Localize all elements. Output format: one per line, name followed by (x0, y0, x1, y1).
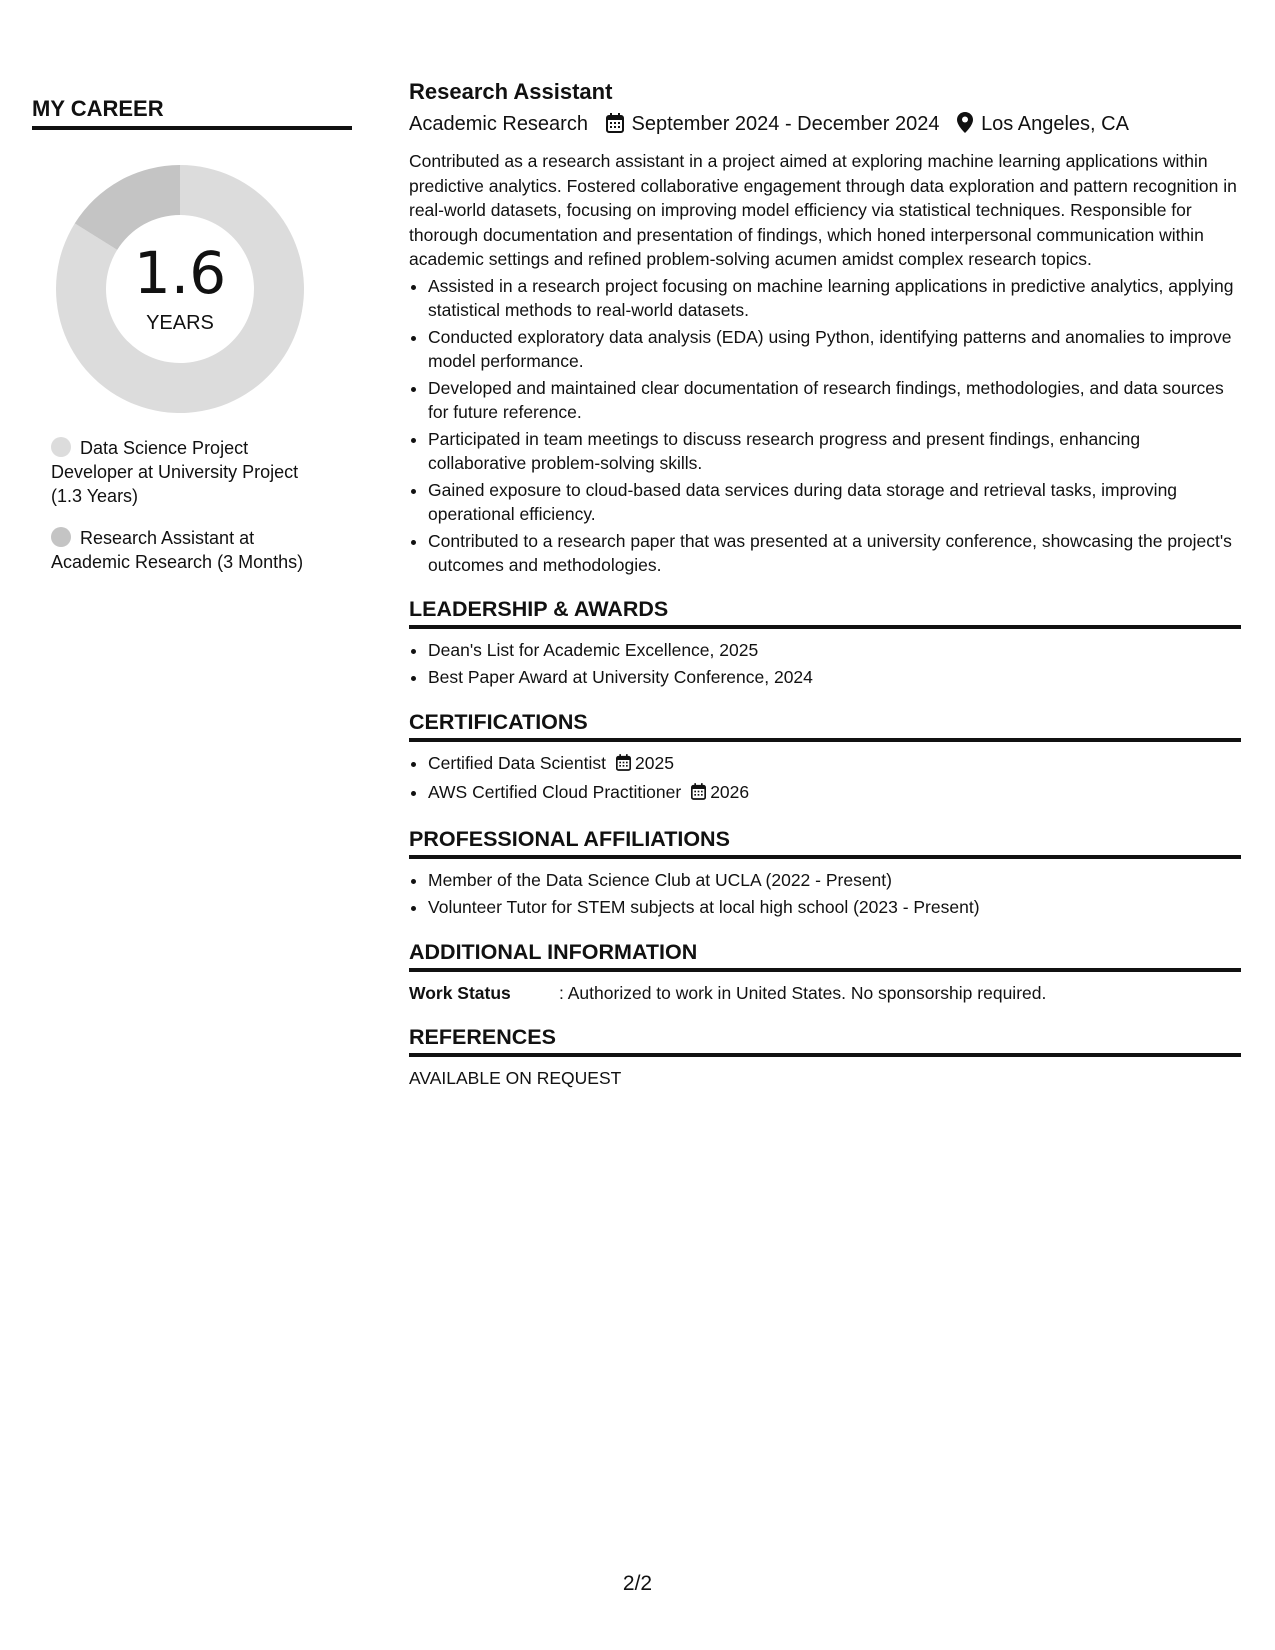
total-years-unit: YEARS (146, 312, 214, 334)
job-bullet: • Contributed to a research paper that was presented at a university conference, showcasing the project's outcomes and methodologies. (428, 529, 1241, 578)
certification-year: 2026 (710, 781, 750, 802)
affiliations-heading: PROFESSIONAL AFFILIATIONS (409, 826, 1241, 859)
calendar-icon (606, 113, 624, 141)
job-title: Research Assistant (409, 79, 613, 104)
certifications-heading: CERTIFICATIONS (409, 709, 1241, 742)
job-location: Los Angeles, CA (981, 113, 1129, 135)
page-number: 2/2 (622, 1572, 653, 1595)
certification-item (428, 779, 1241, 808)
calendar-icon (691, 781, 706, 808)
legend-dot (51, 437, 71, 457)
legend-item-project-developer (51, 436, 332, 508)
references-heading: REFERENCES (409, 1024, 1241, 1057)
main-column (409, 78, 1241, 1091)
references-text: AVAILABLE ON REQUEST (409, 1067, 622, 1088)
award-item: • Dean's List for Academic Excellence, 2025 (428, 637, 1241, 664)
work-status-value: : Authorized to work in United States. No sponsorship required. (559, 982, 1047, 1003)
awards-heading: LEADERSHIP & AWARDS (409, 596, 1241, 629)
job-bullet: • Participated in team meetings to discuss research progress and present findings, enhancing collaborative problem-solving skills. (428, 427, 1241, 476)
certifications-section (409, 750, 1241, 808)
award-item: • Best Paper Award at University Conference, 2024 (428, 664, 1241, 691)
legend-dot (51, 527, 71, 547)
job-bullet: • Assisted in a research project focusing on machine learning applications in predictive analytics, applying statistical methods to real-world datasets. (428, 274, 1241, 323)
job-bullet: • Developed and maintained clear documentation of research findings, methodologies, and data sources for future reference. (428, 376, 1241, 425)
job-description: Contributed as a research assistant in a project aimed at exploring machine learning applications within predictive analytics. Fostered collaborative engagement through data exploration and pattern recognition in real-world datasets, focusing on improving model efficiency via statistical techniques. Responsible for thorough documentation and presentation of findings, which honed interpersonal communication within academic settings and refined problem-solving acumen amidst complex research topics. (409, 151, 1237, 269)
donut-center (55, 164, 305, 414)
career-donut-chart (55, 164, 305, 414)
certification-item (428, 750, 1241, 779)
affiliations-section (409, 867, 1241, 921)
affiliation-item: • Volunteer Tutor for STEM subjects at local high school (2023 - Present) (428, 894, 1241, 921)
work-status-label: Work Status (409, 982, 511, 1003)
affiliation-item: • Member of the Data Science Club at UCLA (2022 - Present) (428, 867, 1241, 894)
certification-name: Certified Data Scientist (428, 752, 606, 773)
job-bullet: • Conducted exploratory data analysis (EDA) using Python, identifying patterns and anomalies to improve model performance. (428, 325, 1241, 374)
legend-item-research-assistant (51, 526, 332, 574)
certification-year: 2025 (635, 752, 674, 773)
legend-label: Research Assistant at Academic Research (3 Months) (51, 528, 304, 572)
job-meta (409, 110, 1241, 141)
job-entry (409, 78, 1241, 578)
job-dates: September 2024 - December 2024 (631, 113, 940, 135)
total-years-value: 1.6 (133, 239, 227, 307)
career-sidebar (32, 96, 352, 592)
certification-name: AWS Certified Cloud Practitioner (428, 781, 682, 802)
legend-label: Data Science Project Developer at University Project (1.3 Years) (51, 438, 299, 506)
work-status-row (409, 980, 1241, 1006)
career-section-title: MY CAREER (32, 96, 352, 130)
map-pin-icon (957, 112, 973, 141)
calendar-icon (616, 752, 631, 779)
additional-info-heading: ADDITIONAL INFORMATION (409, 939, 1241, 972)
job-bullet: • Gained exposure to cloud-based data services during data storage and retrieval tasks, improving operational efficiency. (428, 478, 1241, 527)
career-legend (32, 436, 352, 574)
job-organization: Academic Research (409, 113, 588, 135)
awards-section (409, 637, 1241, 691)
job-bullets (409, 274, 1241, 578)
